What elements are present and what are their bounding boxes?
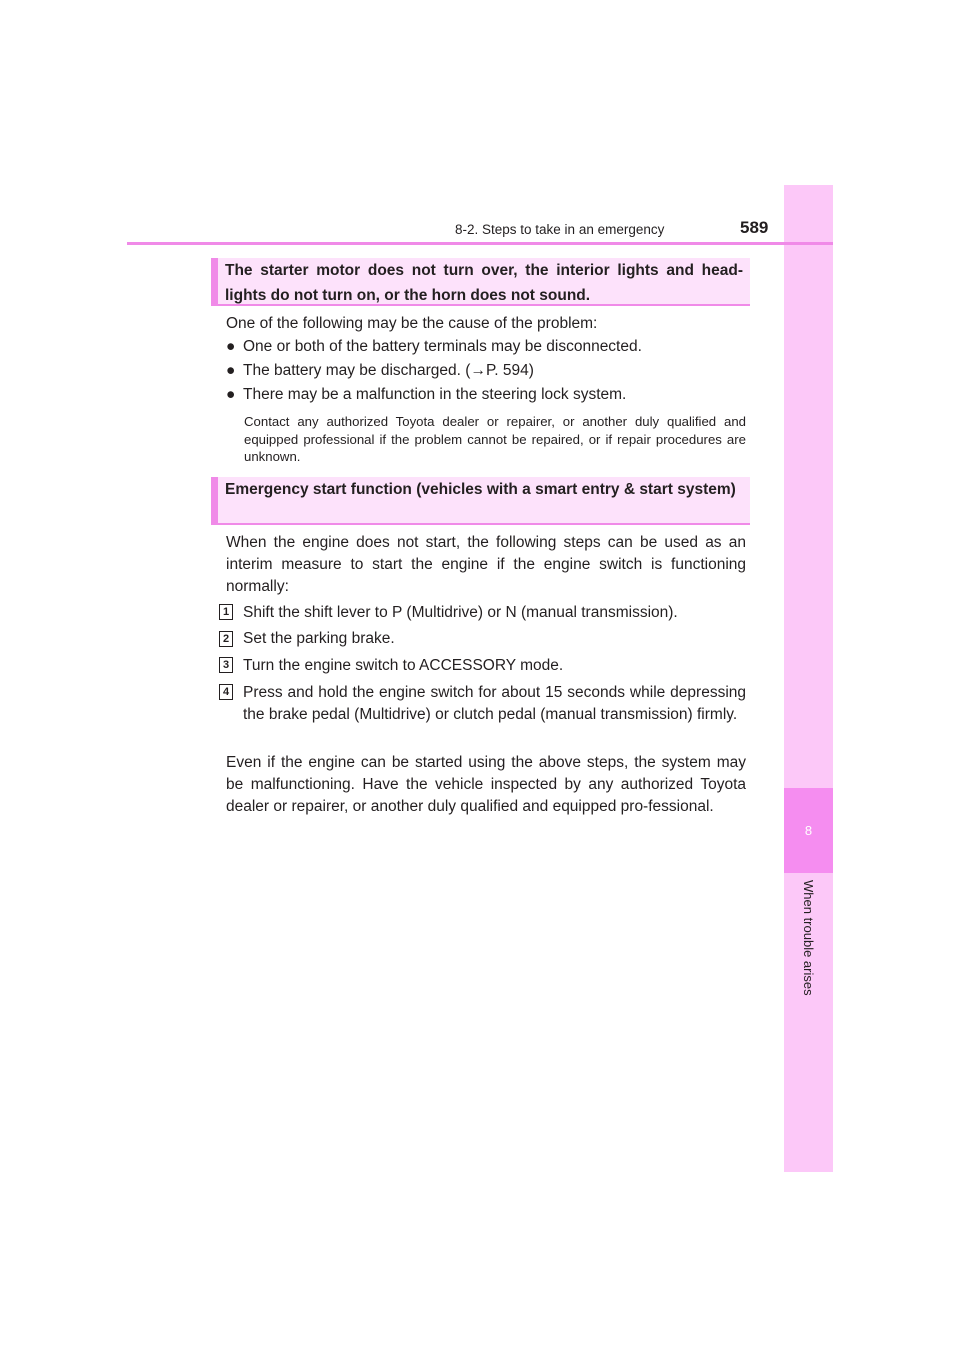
- step-text: Shift the shift lever to P (Multidrive) or N (manual transmission).: [243, 604, 678, 621]
- step-text: Set the parking brake.: [243, 630, 395, 647]
- step-text: Press and hold the engine switch for about 15 seconds while depressing the brake pedal (Multidrive) or clutch pedal (manual transmission) firmly.: [243, 684, 746, 723]
- bullet-text: One or both of the battery terminals may be disconnected.: [243, 338, 642, 355]
- bullet-icon: ●: [226, 386, 236, 403]
- list-item: [226, 384, 746, 406]
- bullet-text: The battery may be discharged. (→P. 594): [243, 362, 534, 379]
- step-number-badge: 2: [219, 631, 233, 647]
- section-heading-starter: The starter motor does not turn over, the interior lights and head-lights do not turn on, or the horn does not sound.: [211, 258, 750, 306]
- chapter-side-tab: [784, 185, 833, 1172]
- step-number-badge: 3: [219, 657, 233, 673]
- note-text: Contact any authorized Toyota dealer or repairer, or another duly qualified and equipped professional if the problem cannot be repaired, or if repair procedures are unknown.: [244, 414, 746, 464]
- step-text: Turn the engine switch to ACCESSORY mode.: [243, 657, 564, 674]
- list-item: [226, 360, 746, 382]
- step-number-badge: 1: [219, 604, 233, 620]
- chapter-number-tab: 8: [784, 788, 833, 873]
- header-divider: [127, 242, 833, 245]
- chapter-label: When trouble arises: [801, 880, 816, 996]
- bullet-icon: ●: [226, 338, 236, 355]
- step-number-badge: 4: [219, 684, 233, 700]
- list-item: [226, 336, 746, 358]
- section-heading-emergency-start: Emergency start function (vehicles with a smart entry & start system): [211, 477, 750, 525]
- closing-paragraph: Even if the engine can be started using the above steps, the system may be malfunctioning. Have the vehicle inspected by any authorized Toyota dealer or repairer, or another duly qualified and equipped pro-fessional.: [226, 754, 746, 815]
- section-intro: One of the following may be the cause of the problem:: [226, 315, 598, 332]
- section-reference: 8-2. Steps to take in an emergency: [455, 222, 665, 237]
- section-intro: When the engine does not start, the following steps can be used as an interim measure to start the engine if the engine switch is functioning normally:: [226, 534, 746, 595]
- bullet-text: There may be a malfunction in the steering lock system.: [243, 386, 627, 403]
- page-number: 589: [740, 218, 769, 237]
- bullet-icon: ●: [226, 362, 236, 379]
